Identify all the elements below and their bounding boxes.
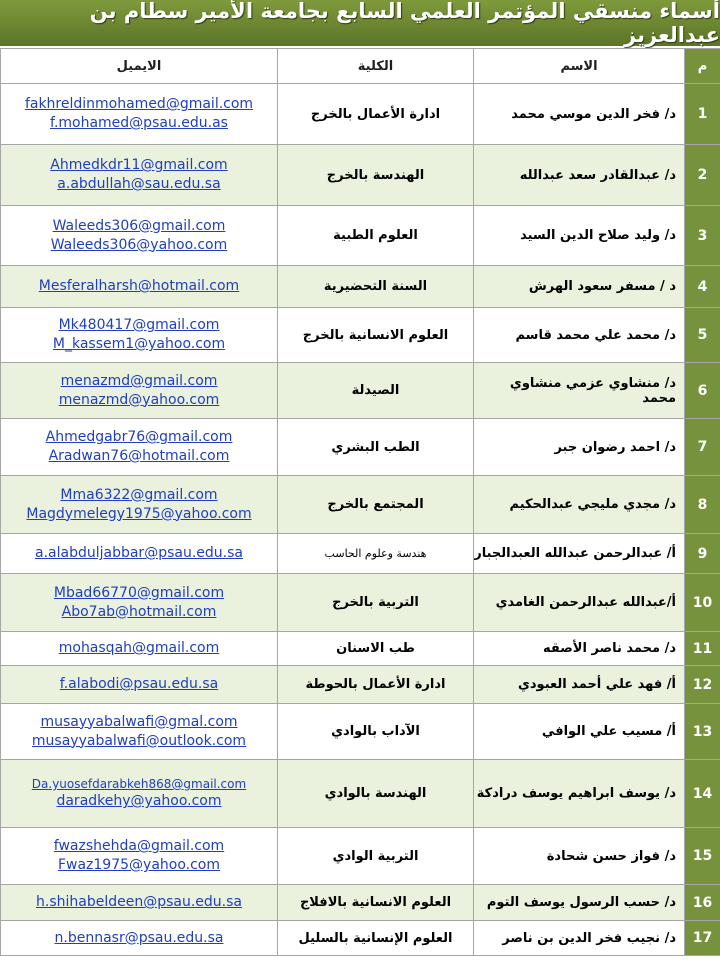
- table-row: [1, 760, 720, 828]
- table-row: [1, 84, 720, 145]
- header-name: الاسم: [474, 49, 685, 84]
- header-email: الايميل: [1, 49, 278, 84]
- row-number: 10: [685, 574, 720, 632]
- email-cell: [1, 666, 278, 704]
- email-link[interactable]: Abo7ab@hotmail.com: [61, 603, 217, 620]
- row-number: 13: [685, 704, 720, 760]
- name-cell: د/ عبدالقادر سعد عبدالله: [474, 145, 685, 206]
- row-number: 2: [685, 145, 720, 206]
- table-row: [1, 266, 720, 308]
- title-bar: [0, 0, 720, 48]
- email-link[interactable]: M_kassem1@yahoo.com: [52, 336, 226, 352]
- email-link[interactable]: fwazshehda@gmail.com: [53, 838, 225, 855]
- email-cell: [1, 145, 278, 206]
- table-row: [1, 534, 720, 574]
- email-cell: [1, 363, 278, 419]
- name-cell: أ/ عبدالرحمن عبدالله العبدالجبار: [474, 534, 685, 574]
- college-cell: العلوم الانسانية بالافلاج: [278, 885, 474, 921]
- email-cell: [1, 84, 278, 145]
- name-cell: د/ يوسف ابراهيم يوسف درادكة: [474, 760, 685, 828]
- table-row: [1, 921, 720, 956]
- email-cell: [1, 828, 278, 885]
- coordinators-table: [0, 48, 720, 956]
- email-cell: [1, 419, 278, 476]
- email-link[interactable]: musayyabalwafi@outlook.com: [31, 732, 247, 749]
- email-cell: [1, 534, 278, 574]
- name-cell: د/ حسب الرسول يوسف التوم: [474, 885, 685, 921]
- header-num: م: [685, 49, 720, 84]
- name-cell: أ/عبدالله عبدالرحمن الغامدي: [474, 574, 685, 632]
- college-cell: السنة التحضيرية: [278, 266, 474, 308]
- row-number: 12: [685, 666, 720, 704]
- email-link[interactable]: menazmd@gmail.com: [60, 372, 218, 389]
- row-number: 17: [685, 921, 720, 956]
- table-row: [1, 476, 720, 534]
- table-row: [1, 363, 720, 419]
- college-cell: العلوم الانسانية بالخرج: [278, 308, 474, 363]
- row-number: 5: [685, 308, 720, 363]
- email-link[interactable]: f.alabodi@psau.edu.sa: [59, 676, 219, 693]
- name-cell: أ/ مسيب علي الوافي: [474, 704, 685, 760]
- email-link[interactable]: Fwaz1975@yahoo.com: [57, 857, 221, 873]
- table-row: [1, 632, 720, 666]
- page-title: أسماء منسقي المؤتمر العلمي السابع بجامعة الأمير سطام بن عبدالعزيز: [89, 0, 720, 47]
- email-link[interactable]: menazmd@yahoo.com: [58, 391, 220, 408]
- college-cell: الهندسة بالوادي: [278, 760, 474, 828]
- email-link[interactable]: Da.yuosefdarabkeh868@gmail.com: [31, 776, 247, 791]
- email-link[interactable]: Ahmedkdr11@gmail.com: [50, 157, 228, 174]
- row-number: 7: [685, 419, 720, 476]
- name-cell: د/ فخر الدين موسي محمد: [474, 84, 685, 145]
- email-cell: [1, 632, 278, 666]
- row-number: 15: [685, 828, 720, 885]
- email-link[interactable]: fakhreldinmohamed@gmail.com: [24, 96, 254, 113]
- college-cell: الصيدلة: [278, 363, 474, 419]
- row-number: 6: [685, 363, 720, 419]
- name-cell: د / مسفر سعود الهرش: [474, 266, 685, 308]
- email-link[interactable]: Mesferalharsh@hotmail.com: [38, 278, 240, 295]
- table-row: [1, 885, 720, 921]
- row-number: 1: [685, 84, 720, 145]
- name-cell: د/ منشاوي عزمي منشاوي محمد: [474, 363, 685, 419]
- email-cell: [1, 704, 278, 760]
- table-row: [1, 206, 720, 266]
- email-link[interactable]: Mma6322@gmail.com: [60, 486, 218, 503]
- college-cell: الآداب بالوادي: [278, 704, 474, 760]
- name-cell: د/ مجدي مليجي عبدالحكيم: [474, 476, 685, 534]
- header-college: الكلية: [278, 49, 474, 84]
- email-cell: [1, 574, 278, 632]
- college-cell: العلوم الإنسانية بالسليل: [278, 921, 474, 956]
- college-cell: الهندسة بالخرج: [278, 145, 474, 206]
- email-link[interactable]: a.abdullah@sau.edu.sa: [57, 176, 221, 192]
- email-cell: [1, 308, 278, 363]
- email-link[interactable]: Aradwan76@hotmail.com: [48, 448, 230, 464]
- email-cell: [1, 885, 278, 921]
- name-cell: أ/ فهد علي أحمد العبودي: [474, 666, 685, 704]
- email-link[interactable]: Waleeds306@gmail.com: [52, 217, 226, 234]
- college-cell: العلوم الطبية: [278, 206, 474, 266]
- email-cell: [1, 266, 278, 308]
- college-cell: ادارة الأعمال بالحوطة: [278, 666, 474, 704]
- table-row: [1, 828, 720, 885]
- table-row: [1, 574, 720, 632]
- email-link[interactable]: mohasqah@gmail.com: [58, 640, 220, 657]
- email-link[interactable]: Ahmedgabr76@gmail.com: [45, 429, 233, 446]
- email-cell: [1, 921, 278, 956]
- row-number: 3: [685, 206, 720, 266]
- email-link[interactable]: daradkehy@yahoo.com: [56, 793, 222, 810]
- college-cell: هندسة وعلوم الحاسب: [278, 534, 474, 574]
- email-cell: [1, 760, 278, 828]
- name-cell: د/ نجيب فخر الدين بن ناصر: [474, 921, 685, 956]
- table-row: [1, 145, 720, 206]
- email-cell: [1, 476, 278, 534]
- row-number: 11: [685, 632, 720, 666]
- table-body: [1, 84, 720, 956]
- table-row: [1, 308, 720, 363]
- table-header-row: [1, 49, 720, 84]
- email-link[interactable]: h.shihabeldeen@psau.edu.sa: [36, 894, 242, 911]
- email-link[interactable]: f.mohamed@psau.edu.as: [50, 115, 228, 131]
- name-cell: د/ محمد ناصر الأصقه: [474, 632, 685, 666]
- college-cell: المجتمع بالخرج: [278, 476, 474, 534]
- college-cell: التربية الوادي: [278, 828, 474, 885]
- table-row: [1, 419, 720, 476]
- table-row: [1, 704, 720, 760]
- row-number: 9: [685, 534, 720, 574]
- email-link[interactable]: Magdymelegy1975@yahoo.com: [26, 505, 252, 522]
- name-cell: د/ فواز حسن شحادة: [474, 828, 685, 885]
- college-cell: ادارة الأعمال بالخرج: [278, 84, 474, 145]
- name-cell: د/ احمد رضوان جبر: [474, 419, 685, 476]
- college-cell: الطب البشري: [278, 419, 474, 476]
- name-cell: د/ محمد علي محمد قاسم: [474, 308, 685, 363]
- email-link[interactable]: a.alabduljabbar@psau.edu.sa: [35, 545, 243, 562]
- email-link[interactable]: Mbad66770@gmail.com: [53, 584, 225, 601]
- email-link[interactable]: Mk480417@gmail.com: [58, 317, 220, 334]
- row-number: 4: [685, 266, 720, 308]
- row-number: 16: [685, 885, 720, 921]
- email-link[interactable]: musayyabalwafi@gmal.com: [40, 713, 238, 730]
- college-cell: طب الاسنان: [278, 632, 474, 666]
- table-row: [1, 666, 720, 704]
- row-number: 14: [685, 760, 720, 828]
- email-cell: [1, 206, 278, 266]
- name-cell: د/ وليد صلاح الدين السيد: [474, 206, 685, 266]
- row-number: 8: [685, 476, 720, 534]
- email-link[interactable]: Waleeds306@yahoo.com: [50, 236, 228, 253]
- email-link[interactable]: n.bennasr@psau.edu.sa: [54, 929, 224, 946]
- college-cell: التربية بالخرج: [278, 574, 474, 632]
